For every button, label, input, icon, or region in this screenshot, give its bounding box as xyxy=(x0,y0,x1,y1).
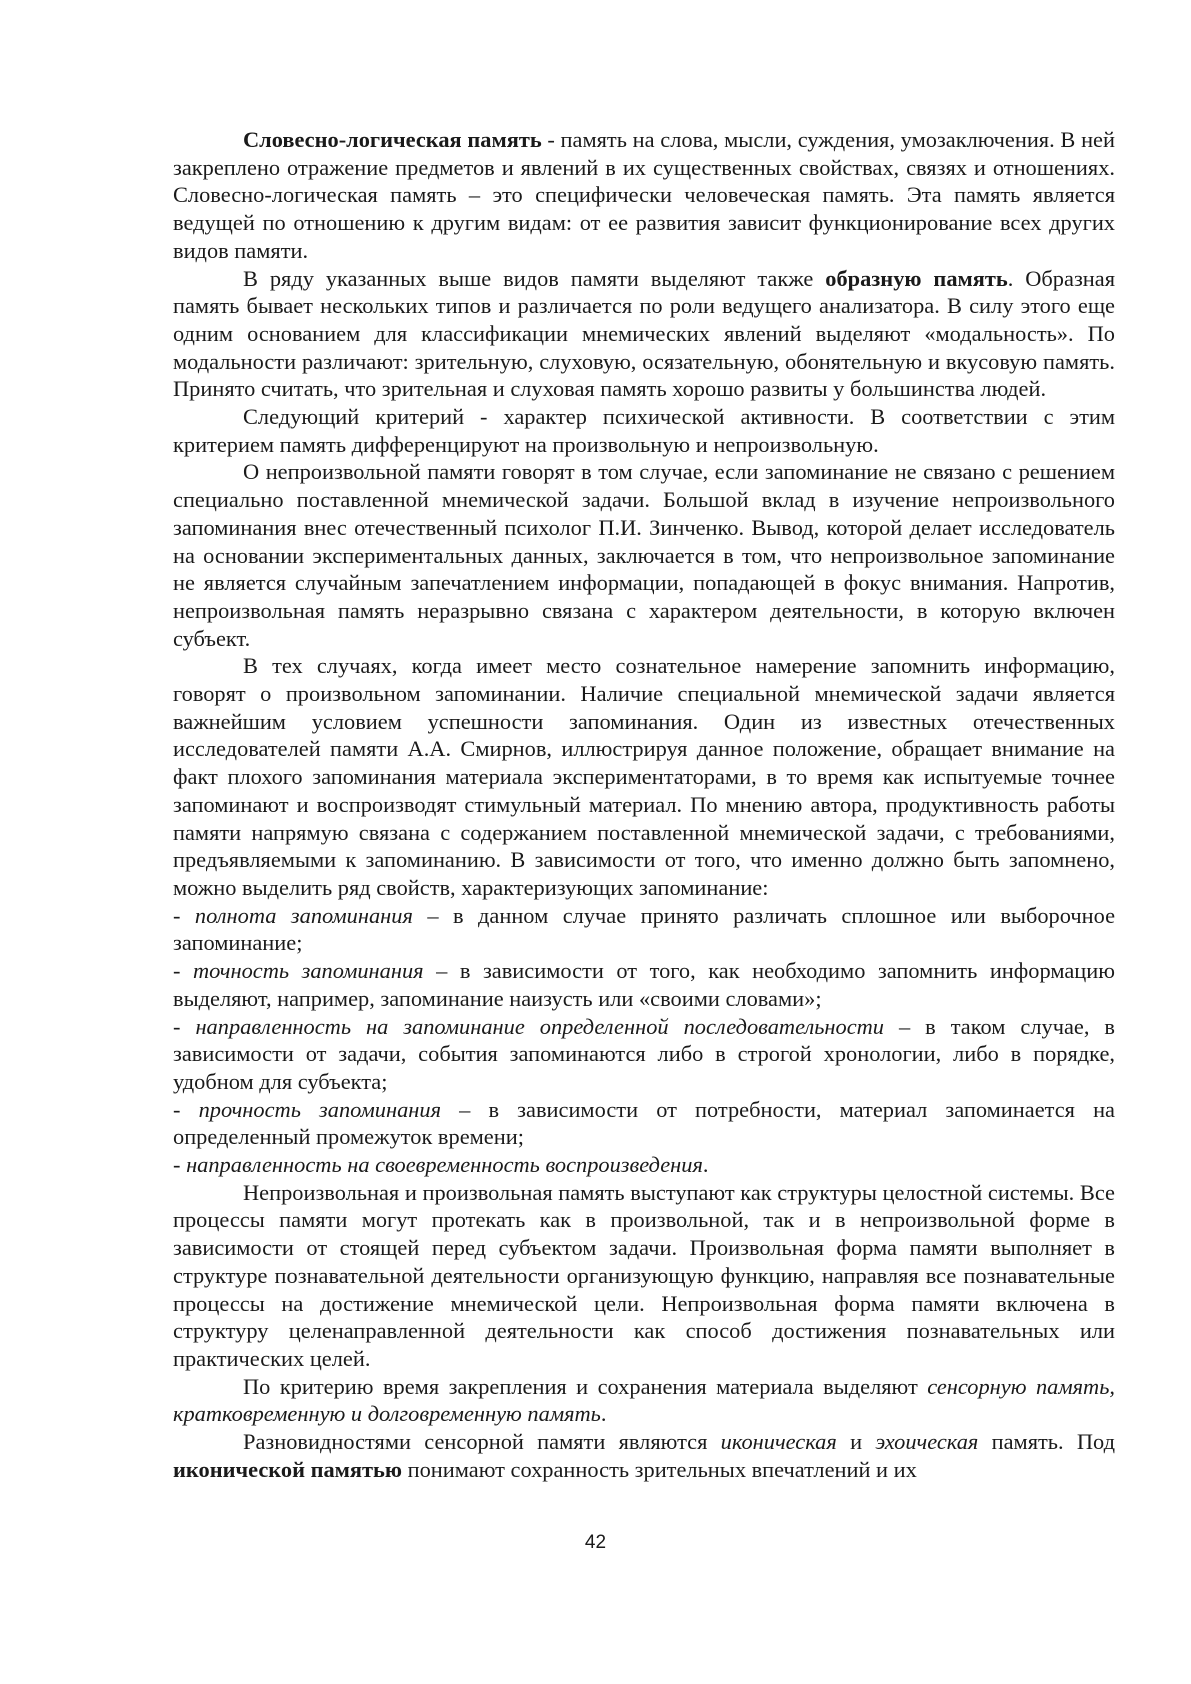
term-figurative-memory: образную память xyxy=(825,265,1008,291)
page-number: 42 xyxy=(584,1532,607,1553)
paragraph-mental-activity: Следующий критерий - характер психической активности. В соответствии с этим критерием память дифференцируют на произвольную и непроизвольную. xyxy=(173,404,1115,457)
paragraph-memory-system: Непроизвольная и произвольная память выступают как структуры целостной системы. Все процессы памяти могут протекать как в произвольной, так и в непроизвольной форме в зависимости от стоящей перед субъектом задачи. Произвольная форма памяти выполняет в структуре познавательной деятельности организующую функцию, направляя все познавательные процессы на достижение мнемической цели. Непроизвольная форма памяти включена в структуру целенаправленной деятельности как способ достижения познавательных или практических целей. xyxy=(173,1179,1115,1371)
list-item: - прочность запоминания – в зависимости от потребности, материал запоминается на определенный промежуток времени; xyxy=(173,1096,1115,1150)
document-page xyxy=(173,126,1115,1483)
list-item: - точность запоминания – в зависимости от того, как необходимо запомнить информацию выделяют, например, запоминание наизусть или «своими словами»; xyxy=(173,958,1115,1011)
paragraph-involuntary-memory: О непроизвольной памяти говорят в том случае, если запоминание не связано с решением специально поставленной мнемической задачи. Большой вклад в изучение непроизвольного запоминания внес отечественный психолог П.И. Зинченко. Вывод, которой делает исследователь на основании экспериментальных данных, заключается в том, что непроизвольное запоминание не является случайным запечатлением информации, попадающей в фокус внимания. Напротив, непроизвольная память неразрывно связана с характером деятельности, в которую включен субъект. xyxy=(173,459,1115,651)
term-memory-types: сенсорную память, кратковременную и долговременную память xyxy=(173,1373,1115,1427)
paragraph-verbal-logical-memory: Словесно-логическая память - память на слова, мысли, суждения, умозаключения. В ней закреплено отражение предметов и явлений в их существенных свойствах, связях и отношениях. Словесно-логическая память – это специфически человеческая память. Эта память является ведущей по отношению к другим видам: от ее развития зависит функционирование всех других видов памяти. xyxy=(173,127,1115,263)
term-echoic: эхоическая xyxy=(875,1429,979,1455)
paragraph-retention-criterion: По критерию время закрепления и сохранения материала выделяют сенсорную память, кратковременную и долговременную память. xyxy=(173,1373,1115,1427)
paragraph-sensory-memory: Разновидностями сенсорной памяти являются иконическая и эхоическая память. Под иконической памятью понимают сохранность зрительных впечатлений и их xyxy=(173,1429,1115,1482)
term-iconic: иконическая xyxy=(720,1429,837,1455)
paragraph-voluntary-memory: В тех случаях, когда имеет место сознательное намерение запомнить информацию, говорят о произвольном запоминании. Наличие специальной мнемической задачи является важнейшим условием успешности запоминания. Один из известных отечественных исследователей памяти А.А. Смирнов, иллюстрируя данное положение, обращает внимание на факт плохого запоминания материала экспериментаторами, в то время как испытуемые точнее запоминают и воспроизводят стимульный материал. По мнению автора, продуктивность работы памяти напрямую связана с содержанием поставленной мнемической задачи, с требованиями, предъявляемыми к запоминанию. В зависимости от того, что именно должно быть запомнено, можно выделить ряд свойств, характеризующих запоминание: xyxy=(173,653,1115,900)
list-item: - направленность на своевременность воспроизведения. xyxy=(173,1152,709,1178)
paragraph-figurative-memory: В ряду указанных выше видов памяти выделяют также образную память. Образная память бывает нескольких типов и различается по роли ведущего анализатора. В силу этого еще одним основанием для классификации мнемических явлений выделяют «модальность». По модальности различают: зрительную, слуховую, осязательную, обонятельную и вкусовую память. Принято считать, что зрительная и слуховая память хорошо развиты у большинства людей. xyxy=(173,265,1116,402)
term-verbal-logical-memory: Словесно-логическая память xyxy=(243,127,542,152)
term-iconic-memory: иконической памятью xyxy=(173,1456,402,1482)
list-item: - полнота запоминания – в данном случае принято различать сплошное или выборочное запоминание; xyxy=(173,902,1116,956)
list-item: - направленность на запоминание определенной последовательности – в таком случае, в зависимости от задачи, события запоминаются либо в строгой хронологии, либо в порядке, удобном для субъекта; xyxy=(173,1013,1115,1094)
